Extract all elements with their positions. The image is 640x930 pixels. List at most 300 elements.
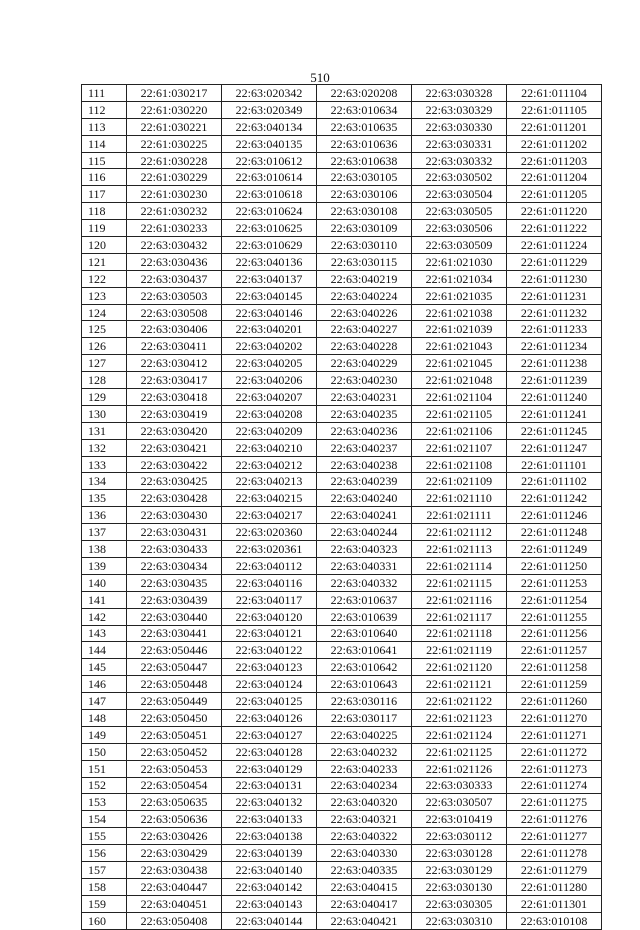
- cadastral-number-cell: 22:63:040143: [222, 895, 317, 912]
- cadastral-number-cell: 22:63:040201: [222, 321, 317, 338]
- cadastral-number-cell: 22:63:040205: [222, 355, 317, 372]
- row-number-cell: 157: [82, 861, 127, 878]
- cadastral-number-cell: 22:63:030417: [127, 372, 222, 389]
- cadastral-number-cell: 22:61:011279: [507, 861, 602, 878]
- cadastral-number-cell: 22:63:040137: [222, 270, 317, 287]
- cadastral-number-cell: 22:61:021117: [412, 608, 507, 625]
- cadastral-number-cell: 22:61:011258: [507, 659, 602, 676]
- cadastral-number-cell: 22:63:040230: [317, 372, 412, 389]
- cadastral-number-cell: 22:61:030217: [127, 85, 222, 102]
- cadastral-number-cell: 22:63:010638: [317, 152, 412, 169]
- table-row: [82, 220, 602, 237]
- cadastral-number-cell: 22:63:040208: [222, 405, 317, 422]
- cadastral-number-cell: 22:63:040225: [317, 726, 412, 743]
- cadastral-number-cell: 22:61:011238: [507, 355, 602, 372]
- cadastral-number-cell: 22:63:040134: [222, 118, 317, 135]
- cadastral-number-cell: 22:63:010629: [222, 237, 317, 254]
- cadastral-number-cell: 22:63:030330: [412, 118, 507, 135]
- cadastral-number-cell: 22:61:011256: [507, 625, 602, 642]
- cadastral-number-cell: 22:63:020360: [222, 524, 317, 541]
- cadastral-number-cell: 22:63:040133: [222, 811, 317, 828]
- cadastral-number-cell: 22:61:021122: [412, 693, 507, 710]
- row-number-cell: 125: [82, 321, 127, 338]
- cadastral-number-cell: 22:63:040451: [127, 895, 222, 912]
- cadastral-number-cell: 22:61:011105: [507, 101, 602, 118]
- table-row: [82, 693, 602, 710]
- table-row: [82, 473, 602, 490]
- cadastral-number-cell: 22:61:011202: [507, 135, 602, 152]
- row-number-cell: 129: [82, 389, 127, 406]
- cadastral-number-cell: 22:63:040123: [222, 659, 317, 676]
- cadastral-number-cell: 22:63:020208: [317, 85, 412, 102]
- cadastral-number-cell: 22:63:050448: [127, 676, 222, 693]
- cadastral-number-cell: 22:63:030441: [127, 625, 222, 642]
- table-row: [82, 304, 602, 321]
- cadastral-number-cell: 22:63:010634: [317, 101, 412, 118]
- cadastral-number-cell: 22:63:030332: [412, 152, 507, 169]
- row-number-cell: 146: [82, 676, 127, 693]
- row-number-cell: 114: [82, 135, 127, 152]
- cadastral-number-cell: 22:61:011204: [507, 169, 602, 186]
- row-number-cell: 154: [82, 811, 127, 828]
- cadastral-number-cell: 22:63:040219: [317, 270, 412, 287]
- row-number-cell: 122: [82, 270, 127, 287]
- table-row: [82, 845, 602, 862]
- row-number-cell: 139: [82, 557, 127, 574]
- cadastral-number-cell: 22:63:030505: [412, 203, 507, 220]
- cadastral-number-cell: 22:63:040131: [222, 777, 317, 794]
- cadastral-number-cell: 22:63:030502: [412, 169, 507, 186]
- cadastral-number-cell: 22:61:030220: [127, 101, 222, 118]
- table-row: [82, 253, 602, 270]
- row-number-cell: 144: [82, 642, 127, 659]
- cadastral-number-cell: 22:63:030418: [127, 389, 222, 406]
- cadastral-number-cell: 22:63:030425: [127, 473, 222, 490]
- cadastral-number-cell: 22:61:030221: [127, 118, 222, 135]
- cadastral-number-cell: 22:63:050454: [127, 777, 222, 794]
- cadastral-number-cell: 22:61:011257: [507, 642, 602, 659]
- cadastral-number-cell: 22:63:040332: [317, 574, 412, 591]
- cadastral-number-cell: 22:63:030116: [317, 693, 412, 710]
- cadastral-number-cell: 22:61:011246: [507, 507, 602, 524]
- cadastral-number-cell: 22:61:011271: [507, 726, 602, 743]
- cadastral-number-cell: 22:63:040321: [317, 811, 412, 828]
- cadastral-number-cell: 22:63:030130: [412, 878, 507, 895]
- cadastral-number-cell: 22:63:030504: [412, 186, 507, 203]
- table-row: [82, 557, 602, 574]
- cadastral-number-cell: 22:61:021035: [412, 287, 507, 304]
- cadastral-number-cell: 22:63:010636: [317, 135, 412, 152]
- cadastral-number-cell: 22:63:040224: [317, 287, 412, 304]
- row-number-cell: 159: [82, 895, 127, 912]
- table-row: [82, 659, 602, 676]
- cadastral-number-cell: 22:63:030105: [317, 169, 412, 186]
- row-number-cell: 148: [82, 709, 127, 726]
- cadastral-number-cell: 22:63:040138: [222, 828, 317, 845]
- cadastral-number-cell: 22:63:030422: [127, 456, 222, 473]
- row-number-cell: 142: [82, 608, 127, 625]
- table-row: [82, 507, 602, 524]
- cadastral-number-cell: 22:63:030421: [127, 439, 222, 456]
- row-number-cell: 149: [82, 726, 127, 743]
- cadastral-number-cell: 22:61:011278: [507, 845, 602, 862]
- cadastral-number-cell: 22:61:030232: [127, 203, 222, 220]
- cadastral-number-cell: 22:61:011233: [507, 321, 602, 338]
- cadastral-number-cell: 22:63:010612: [222, 152, 317, 169]
- cadastral-number-cell: 22:61:030229: [127, 169, 222, 186]
- cadastral-number-cell: 22:63:030112: [412, 828, 507, 845]
- cadastral-number-cell: 22:63:050408: [127, 912, 222, 929]
- cadastral-number-cell: 22:63:010643: [317, 676, 412, 693]
- cadastral-number-cell: 22:63:040207: [222, 389, 317, 406]
- cadastral-number-cell: 22:63:030420: [127, 422, 222, 439]
- cadastral-number-cell: 22:61:011229: [507, 253, 602, 270]
- row-number-cell: 136: [82, 507, 127, 524]
- cadastral-number-cell: 22:63:010642: [317, 659, 412, 676]
- cadastral-number-cell: 22:63:040330: [317, 845, 412, 862]
- cadastral-number-cell: 22:63:050451: [127, 726, 222, 743]
- table-row: [82, 794, 602, 811]
- cadastral-number-cell: 22:63:040206: [222, 372, 317, 389]
- cadastral-number-cell: 22:61:021038: [412, 304, 507, 321]
- cadastral-number-cell: 22:61:021118: [412, 625, 507, 642]
- row-number-cell: 128: [82, 372, 127, 389]
- cadastral-number-cell: 22:61:011201: [507, 118, 602, 135]
- cadastral-number-cell: 22:63:040117: [222, 591, 317, 608]
- table-row: [82, 169, 602, 186]
- cadastral-number-cell: 22:63:010635: [317, 118, 412, 135]
- table-row: [82, 828, 602, 845]
- row-number-cell: 123: [82, 287, 127, 304]
- cadastral-number-cell: 22:61:011239: [507, 372, 602, 389]
- cadastral-number-cell: 22:61:021116: [412, 591, 507, 608]
- cadastral-number-cell: 22:63:040122: [222, 642, 317, 659]
- cadastral-number-table: [81, 84, 602, 930]
- cadastral-number-cell: 22:63:030436: [127, 253, 222, 270]
- table-row: [82, 541, 602, 558]
- cadastral-number-cell: 22:63:030329: [412, 101, 507, 118]
- cadastral-number-cell: 22:63:030433: [127, 541, 222, 558]
- cadastral-number-cell: 22:61:021107: [412, 439, 507, 456]
- cadastral-number-cell: 22:63:040132: [222, 794, 317, 811]
- table-row: [82, 422, 602, 439]
- cadastral-number-cell: 22:61:021045: [412, 355, 507, 372]
- cadastral-number-cell: 22:63:030412: [127, 355, 222, 372]
- cadastral-number-cell: 22:63:030310: [412, 912, 507, 929]
- cadastral-number-cell: 22:63:040146: [222, 304, 317, 321]
- cadastral-number-cell: 22:61:011249: [507, 541, 602, 558]
- cadastral-number-cell: 22:63:050447: [127, 659, 222, 676]
- cadastral-number-cell: 22:63:040240: [317, 490, 412, 507]
- table-row: [82, 405, 602, 422]
- cadastral-number-cell: 22:63:030509: [412, 237, 507, 254]
- cadastral-number-cell: 22:61:021113: [412, 541, 507, 558]
- cadastral-number-cell: 22:63:030129: [412, 861, 507, 878]
- cadastral-number-cell: 22:63:010637: [317, 591, 412, 608]
- table-row: [82, 642, 602, 659]
- cadastral-number-cell: 22:63:010639: [317, 608, 412, 625]
- cadastral-number-cell: 22:63:040209: [222, 422, 317, 439]
- row-number-cell: 132: [82, 439, 127, 456]
- cadastral-number-cell: 22:63:030117: [317, 709, 412, 726]
- cadastral-number-cell: 22:61:011220: [507, 203, 602, 220]
- cadastral-number-cell: 22:63:040320: [317, 794, 412, 811]
- cadastral-number-cell: 22:63:030430: [127, 507, 222, 524]
- cadastral-number-cell: 22:63:040237: [317, 439, 412, 456]
- row-number-cell: 152: [82, 777, 127, 794]
- cadastral-number-cell: 22:61:011250: [507, 557, 602, 574]
- cadastral-number-cell: 22:61:011101: [507, 456, 602, 473]
- row-number-cell: 134: [82, 473, 127, 490]
- cadastral-number-cell: 22:61:011205: [507, 186, 602, 203]
- cadastral-number-cell: 22:61:030228: [127, 152, 222, 169]
- cadastral-number-cell: 22:63:050636: [127, 811, 222, 828]
- table-row: [82, 203, 602, 220]
- table-row: [82, 777, 602, 794]
- table-row: [82, 861, 602, 878]
- cadastral-number-cell: 22:61:011241: [507, 405, 602, 422]
- cadastral-number-cell: 22:61:021119: [412, 642, 507, 659]
- row-number-cell: 147: [82, 693, 127, 710]
- cadastral-number-cell: 22:63:040226: [317, 304, 412, 321]
- table-row: [82, 676, 602, 693]
- cadastral-number-cell: 22:61:011255: [507, 608, 602, 625]
- table-row: [82, 608, 602, 625]
- table-row: [82, 878, 602, 895]
- cadastral-number-cell: 22:63:040112: [222, 557, 317, 574]
- cadastral-number-cell: 22:63:040124: [222, 676, 317, 693]
- cadastral-number-cell: 22:63:040244: [317, 524, 412, 541]
- row-number-cell: 131: [82, 422, 127, 439]
- cadastral-number-cell: 22:61:021124: [412, 726, 507, 743]
- cadastral-number-cell: 22:61:021125: [412, 743, 507, 760]
- table-row: [82, 743, 602, 760]
- cadastral-number-cell: 22:63:040145: [222, 287, 317, 304]
- cadastral-number-cell: 22:63:040232: [317, 743, 412, 760]
- cadastral-number-cell: 22:61:011232: [507, 304, 602, 321]
- cadastral-number-cell: 22:63:030434: [127, 557, 222, 574]
- cadastral-number-cell: 22:63:030503: [127, 287, 222, 304]
- cadastral-number-cell: 22:63:040126: [222, 709, 317, 726]
- cadastral-number-cell: 22:61:011280: [507, 878, 602, 895]
- row-number-cell: 145: [82, 659, 127, 676]
- table-row: [82, 186, 602, 203]
- cadastral-number-cell: 22:61:021115: [412, 574, 507, 591]
- row-number-cell: 113: [82, 118, 127, 135]
- cadastral-number-cell: 22:63:030429: [127, 845, 222, 862]
- table-row: [82, 152, 602, 169]
- cadastral-number-cell: 22:63:040421: [317, 912, 412, 929]
- cadastral-number-cell: 22:61:011276: [507, 811, 602, 828]
- row-number-cell: 126: [82, 338, 127, 355]
- cadastral-number-cell: 22:63:040139: [222, 845, 317, 862]
- cadastral-number-cell: 22:63:010618: [222, 186, 317, 203]
- cadastral-number-cell: 22:63:050452: [127, 743, 222, 760]
- table-body: [82, 85, 602, 930]
- cadastral-number-cell: 22:63:020342: [222, 85, 317, 102]
- cadastral-number-cell: 22:61:021121: [412, 676, 507, 693]
- table-row: [82, 287, 602, 304]
- cadastral-number-cell: 22:61:030230: [127, 186, 222, 203]
- cadastral-number-cell: 22:61:011260: [507, 693, 602, 710]
- cadastral-number-cell: 22:63:030106: [317, 186, 412, 203]
- cadastral-number-cell: 22:61:011259: [507, 676, 602, 693]
- cadastral-number-cell: 22:61:021108: [412, 456, 507, 473]
- cadastral-number-cell: 22:63:030419: [127, 405, 222, 422]
- cadastral-number-cell: 22:63:010625: [222, 220, 317, 237]
- cadastral-number-cell: 22:61:011273: [507, 760, 602, 777]
- cadastral-number-cell: 22:63:010624: [222, 203, 317, 220]
- cadastral-number-cell: 22:61:011247: [507, 439, 602, 456]
- table-row: [82, 490, 602, 507]
- cadastral-number-cell: 22:63:020349: [222, 101, 317, 118]
- cadastral-number-cell: 22:63:040140: [222, 861, 317, 878]
- table-row: [82, 912, 602, 929]
- cadastral-number-cell: 22:63:040231: [317, 389, 412, 406]
- cadastral-number-cell: 22:61:021111: [412, 507, 507, 524]
- row-number-cell: 119: [82, 220, 127, 237]
- table-row: [82, 338, 602, 355]
- row-number-cell: 138: [82, 541, 127, 558]
- table-row: [82, 372, 602, 389]
- cadastral-number-cell: 22:63:030115: [317, 253, 412, 270]
- row-number-cell: 130: [82, 405, 127, 422]
- cadastral-number-cell: 22:63:040135: [222, 135, 317, 152]
- cadastral-number-cell: 22:63:030439: [127, 591, 222, 608]
- cadastral-number-cell: 22:63:040136: [222, 253, 317, 270]
- row-number-cell: 116: [82, 169, 127, 186]
- cadastral-number-cell: 22:63:040236: [317, 422, 412, 439]
- table-row: [82, 85, 602, 102]
- cadastral-number-cell: 22:61:021123: [412, 709, 507, 726]
- cadastral-number-cell: 22:63:030128: [412, 845, 507, 862]
- cadastral-number-cell: 22:61:011253: [507, 574, 602, 591]
- cadastral-number-cell: 22:61:030225: [127, 135, 222, 152]
- cadastral-number-cell: 22:63:030507: [412, 794, 507, 811]
- cadastral-number-cell: 22:63:030440: [127, 608, 222, 625]
- cadastral-number-cell: 22:61:011275: [507, 794, 602, 811]
- cadastral-number-cell: 22:61:011245: [507, 422, 602, 439]
- cadastral-number-cell: 22:63:040142: [222, 878, 317, 895]
- cadastral-number-cell: 22:61:011270: [507, 709, 602, 726]
- cadastral-number-cell: 22:61:011272: [507, 743, 602, 760]
- row-number-cell: 118: [82, 203, 127, 220]
- row-number-cell: 153: [82, 794, 127, 811]
- cadastral-number-cell: 22:63:030331: [412, 135, 507, 152]
- table-row: [82, 625, 602, 642]
- cadastral-number-cell: 22:63:040234: [317, 777, 412, 794]
- cadastral-number-cell: 22:63:030110: [317, 237, 412, 254]
- cadastral-number-cell: 22:61:011203: [507, 152, 602, 169]
- cadastral-number-cell: 22:63:030438: [127, 861, 222, 878]
- cadastral-number-cell: 22:63:040322: [317, 828, 412, 845]
- cadastral-number-cell: 22:63:030428: [127, 490, 222, 507]
- cadastral-number-cell: 22:61:011104: [507, 85, 602, 102]
- cadastral-number-cell: 22:63:040239: [317, 473, 412, 490]
- cadastral-number-cell: 22:63:010641: [317, 642, 412, 659]
- row-number-cell: 155: [82, 828, 127, 845]
- cadastral-number-cell: 22:63:040227: [317, 321, 412, 338]
- cadastral-number-cell: 22:61:011301: [507, 895, 602, 912]
- cadastral-number-cell: 22:61:021114: [412, 557, 507, 574]
- cadastral-number-cell: 22:63:040229: [317, 355, 412, 372]
- cadastral-number-cell: 22:61:021110: [412, 490, 507, 507]
- cadastral-number-cell: 22:63:040144: [222, 912, 317, 929]
- cadastral-number-cell: 22:61:011234: [507, 338, 602, 355]
- cadastral-number-cell: 22:63:040238: [317, 456, 412, 473]
- cadastral-number-cell: 22:61:011277: [507, 828, 602, 845]
- cadastral-number-cell: 22:61:011102: [507, 473, 602, 490]
- row-number-cell: 117: [82, 186, 127, 203]
- row-number-cell: 115: [82, 152, 127, 169]
- row-number-cell: 141: [82, 591, 127, 608]
- cadastral-number-cell: 22:63:040212: [222, 456, 317, 473]
- cadastral-number-cell: 22:63:030506: [412, 220, 507, 237]
- table-row: [82, 101, 602, 118]
- cadastral-number-cell: 22:63:050450: [127, 709, 222, 726]
- cadastral-number-cell: 22:63:040415: [317, 878, 412, 895]
- cadastral-number-cell: 22:63:010640: [317, 625, 412, 642]
- table-row: [82, 726, 602, 743]
- cadastral-number-cell: 22:63:020361: [222, 541, 317, 558]
- cadastral-number-cell: 22:61:011240: [507, 389, 602, 406]
- cadastral-number-cell: 22:63:030109: [317, 220, 412, 237]
- table-row: [82, 439, 602, 456]
- cadastral-number-cell: 22:63:010108: [507, 912, 602, 929]
- cadastral-number-cell: 22:63:040241: [317, 507, 412, 524]
- table-row: [82, 237, 602, 254]
- cadastral-number-cell: 22:61:021126: [412, 760, 507, 777]
- cadastral-number-cell: 22:63:040335: [317, 861, 412, 878]
- cadastral-number-cell: 22:63:030411: [127, 338, 222, 355]
- cadastral-number-cell: 22:63:030333: [412, 777, 507, 794]
- cadastral-number-cell: 22:61:011231: [507, 287, 602, 304]
- cadastral-number-cell: 22:63:040125: [222, 693, 317, 710]
- cadastral-number-cell: 22:61:011222: [507, 220, 602, 237]
- cadastral-number-cell: 22:61:021030: [412, 253, 507, 270]
- cadastral-number-cell: 22:61:021109: [412, 473, 507, 490]
- cadastral-number-cell: 22:61:011230: [507, 270, 602, 287]
- row-number-cell: 156: [82, 845, 127, 862]
- cadastral-number-cell: 22:61:021120: [412, 659, 507, 676]
- cadastral-number-cell: 22:63:040129: [222, 760, 317, 777]
- cadastral-number-cell: 22:63:040417: [317, 895, 412, 912]
- cadastral-number-cell: 22:63:010614: [222, 169, 317, 186]
- table-row: [82, 355, 602, 372]
- cadastral-number-cell: 22:61:011224: [507, 237, 602, 254]
- cadastral-number-cell: 22:61:030233: [127, 220, 222, 237]
- cadastral-number-cell: 22:63:040331: [317, 557, 412, 574]
- row-number-cell: 120: [82, 237, 127, 254]
- row-number-cell: 124: [82, 304, 127, 321]
- row-number-cell: 121: [82, 253, 127, 270]
- table-row: [82, 135, 602, 152]
- cadastral-number-cell: 22:63:030108: [317, 203, 412, 220]
- cadastral-number-cell: 22:61:011254: [507, 591, 602, 608]
- table-row: [82, 574, 602, 591]
- cadastral-number-cell: 22:61:021112: [412, 524, 507, 541]
- cadastral-number-cell: 22:61:021039: [412, 321, 507, 338]
- cadastral-number-cell: 22:63:050446: [127, 642, 222, 659]
- cadastral-number-cell: 22:61:021043: [412, 338, 507, 355]
- cadastral-number-cell: 22:63:030328: [412, 85, 507, 102]
- cadastral-number-cell: 22:63:040210: [222, 439, 317, 456]
- table-row: [82, 524, 602, 541]
- row-number-cell: 158: [82, 878, 127, 895]
- cadastral-number-cell: 22:63:040217: [222, 507, 317, 524]
- row-number-cell: 127: [82, 355, 127, 372]
- table-row: [82, 118, 602, 135]
